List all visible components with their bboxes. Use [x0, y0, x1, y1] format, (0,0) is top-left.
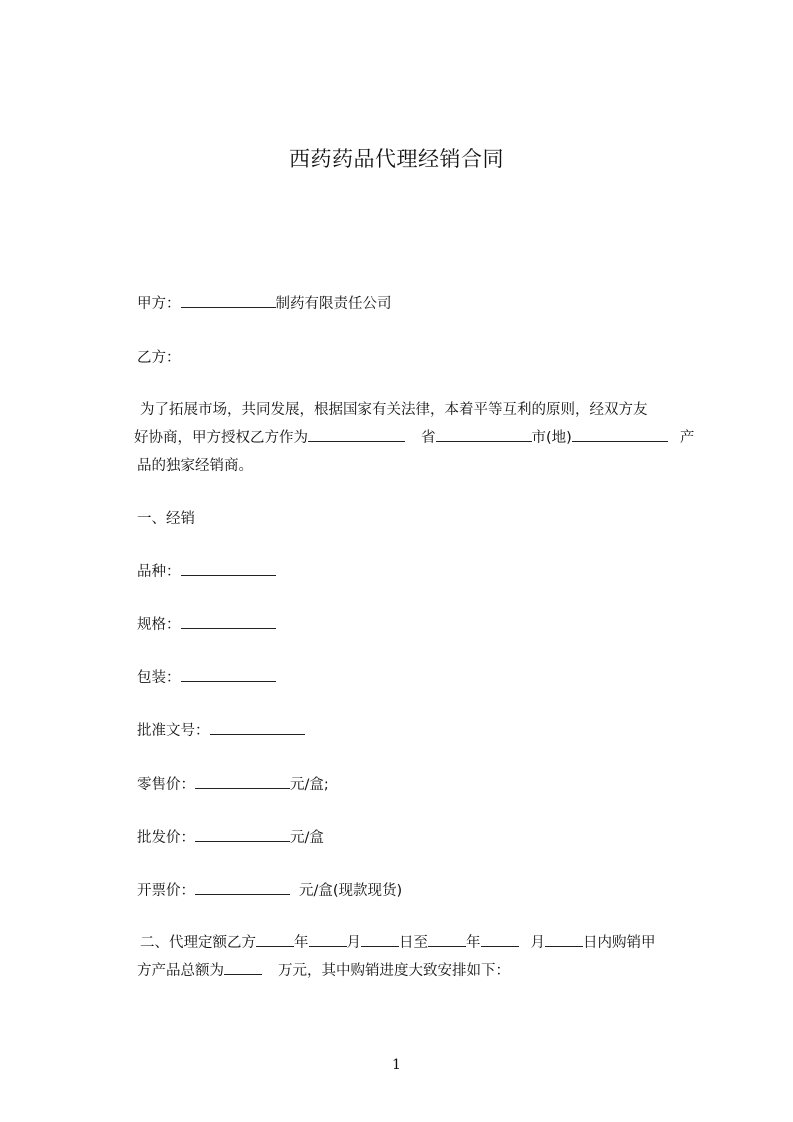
blank-line [361, 932, 399, 947]
blank-line [308, 427, 405, 442]
intro-line-3: 品的独家经销商。 [137, 458, 253, 474]
party-a-label: 甲方： [137, 296, 181, 312]
blank-line [181, 614, 276, 629]
packaging-line: 包装： [137, 666, 276, 687]
blank-line [309, 932, 347, 947]
party-a-suffix: 制药有限责任公司 [275, 296, 392, 312]
section-2-paragraph [137, 929, 697, 985]
section-2-line-1: 二、代理定额乙方 年 月 日至 年 月 日内购销甲 [137, 929, 697, 957]
intro-province: 省 [421, 430, 436, 446]
approval-no-line: 批准文号： [137, 719, 305, 740]
section-1-heading: 一、经销 [137, 511, 195, 527]
page-title: 西药药品代理经销合同 [289, 147, 504, 171]
blank-line [572, 427, 668, 442]
retail-price-line: 零售价： 元/盒; [137, 773, 329, 794]
blank-line [256, 932, 294, 947]
blank-line [481, 932, 519, 947]
intro-line-2: 好协商，甲方授权乙方作为 省 市(地) 产 [134, 424, 697, 452]
blank-line [181, 293, 276, 308]
party-b-line [137, 346, 181, 367]
invoice-price-line: 开票价： 元/盒(现款现货) [137, 879, 402, 900]
blank-line [195, 880, 290, 895]
blank-line [181, 561, 276, 576]
blank-line [195, 827, 290, 842]
blank-line [428, 932, 466, 947]
section-2-line-2: 方产品总额为 万元，其中购销进度大致安排如下： [137, 957, 697, 985]
intro-product: 产 [679, 430, 695, 446]
blank-line [436, 427, 532, 442]
page-number: 1 [392, 1057, 401, 1073]
variety-line: 品种： [137, 560, 276, 581]
blank-line [545, 932, 583, 947]
blank-line [195, 774, 290, 789]
spec-line: 规格： [137, 613, 276, 634]
blank-line [181, 667, 276, 682]
party-b-label: 乙方： [137, 350, 181, 366]
blank-line [210, 720, 305, 735]
party-a-line [137, 292, 392, 313]
blank-line [224, 960, 262, 975]
intro-paragraph [134, 396, 697, 480]
intro-city: 市(地) [531, 430, 572, 446]
wholesale-price-line: 批发价： 元/盒 [137, 826, 324, 847]
intro-line-1: 为了拓展市场，共同发展，根据国家有关法律，本着平等互利的原则，经双方友 [140, 402, 648, 418]
